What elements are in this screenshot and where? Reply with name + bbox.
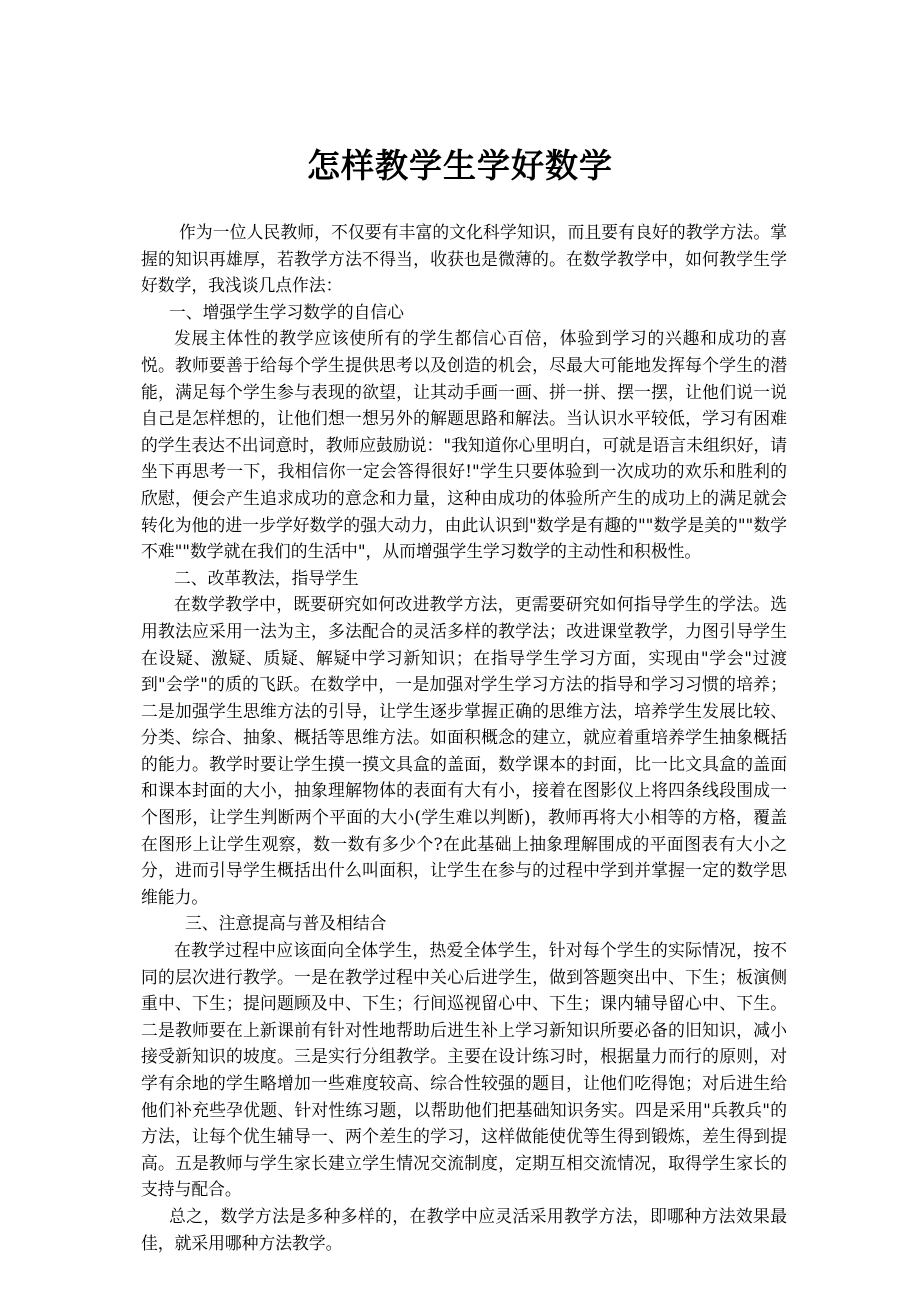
section-body-2: 在数学教学中，既要研究如何改进教学方法，更需要研究如何指导学生的学法。选用教法应采用一法为主，多法配合的灵活多样的教学法；改进课堂教学，力图引导学生在设疑、激疑、质疑、解疑中学习新知识；在指导学生学习方面，实现由"学会"过渡到"会学"的质的飞跃。在数学中，一是加强对学生学习方法的指导和学习习惯的培养；二是加强学生思维方法的引导，让学生逐步掌握正确的思维方法，培养学生发展比较、分类、综合、抽象、概括等思维方法。如面积概念的建立，就应着重培养学生抽象概括的能力。教学时要让学生摸一摸文具盒的盖面，数学课本的封面，比一比文具盒的盖面和课本封面的大小，抽象理解物体的表面有大有小，接着在图影仪上将四条线段围成一个图形，让学生判断两个平面的大小(学生难以判断)，教师再将大小相等的方格，覆盖在图形上让学生观察，数一数有多少个?在此基础上抽象理解围成的平面图表有大小之分，进而引导学生概括出什么叫面积，让学生在参与的过程中学到并掌握一定的数学思维能力。 [141, 594, 787, 907]
document-title: 怎样教学生学好数学 [307, 146, 613, 185]
document-body [141, 219, 787, 1256]
section-heading-1: 一、增强学生学习数学的自信心 [169, 301, 404, 322]
conclusion-paragraph: 总之，数学方法是多种多样的，在教学中应灵活采用教学方法，即哪种方法效果最佳，就采用哪种方法教学。 [141, 1205, 787, 1253]
section-body-3: 在教学过程中应该面向全体学生，热爱全体学生，针对每个学生的实际情况，按不同的层次进行教学。一是在教学过程中关心后进学生，做到答题突出中、下生；板演侧重中、下生；提问题顾及中、下生；行间巡视留心中、下生；课内辅导留心中、下生。二是教师要在上新课前有针对性地帮助后进生补上学习新知识所要必备的旧知识，减小接受新知识的坡度。三是实行分组教学。主要在设计练习时，根据量力而行的原则，对学有余地的学生略增加一些难度较高、综合性较强的题目，让他们吃得饱；对后进生给他们补充些孕优题、针对性练习题，以帮助他们把基础知识务实。四是采用"兵教兵"的方法，让每个优生辅导一、两个差生的学习，这样做能使优等生得到锻炼，差生得到提高。五是教师与学生家长建立学生情况交流制度，定期互相交流情况，取得学生家长的支持与配合。 [141, 940, 787, 1200]
intro-paragraph: 作为一位人民教师，不仅要有丰富的文化科学知识，而且要有良好的教学方法。掌握的知识再雄厚，若教学方法不得当，收获也是微薄的。在数学教学中，如何教学生学好数学，我浅谈几点作法： [141, 222, 787, 296]
section-body-1: 发展主体性的教学应该使所有的学生都信心百倍，体验到学习的兴趣和成功的喜悦。教师要善于给每个学生提供思考以及创造的机会，尽最大可能地发挥每个学生的潜能，满足每个学生参与表现的欲望，让其动手画一画、拼一拼、摆一摆，让他们说一说自己是怎样想的，让他们想一想另外的解题思路和解法。当认识水平较低，学习有困难的学生表达不出词意时，教师应鼓励说："我知道你心里明白，可就是语言未组织好，请坐下再思考一下，我相信你一定会答得很好!"学生只要体验到一次成功的欢乐和胜利的欣慰，便会产生追求成功的意念和力量，这种由成功的体验所产生的成功上的满足就会转化为他的进一步学好数学的强大动力，由此认识到"数学是有趣的""数学是美的""数学不难""数学就在我们的生活中"，从而增强学生学习数学的主动性和积极性。 [141, 328, 787, 562]
section-heading-3: 三、注意提高与普及相结合 [185, 913, 387, 934]
section-heading-2: 二、改革教法，指导学生 [174, 567, 359, 588]
